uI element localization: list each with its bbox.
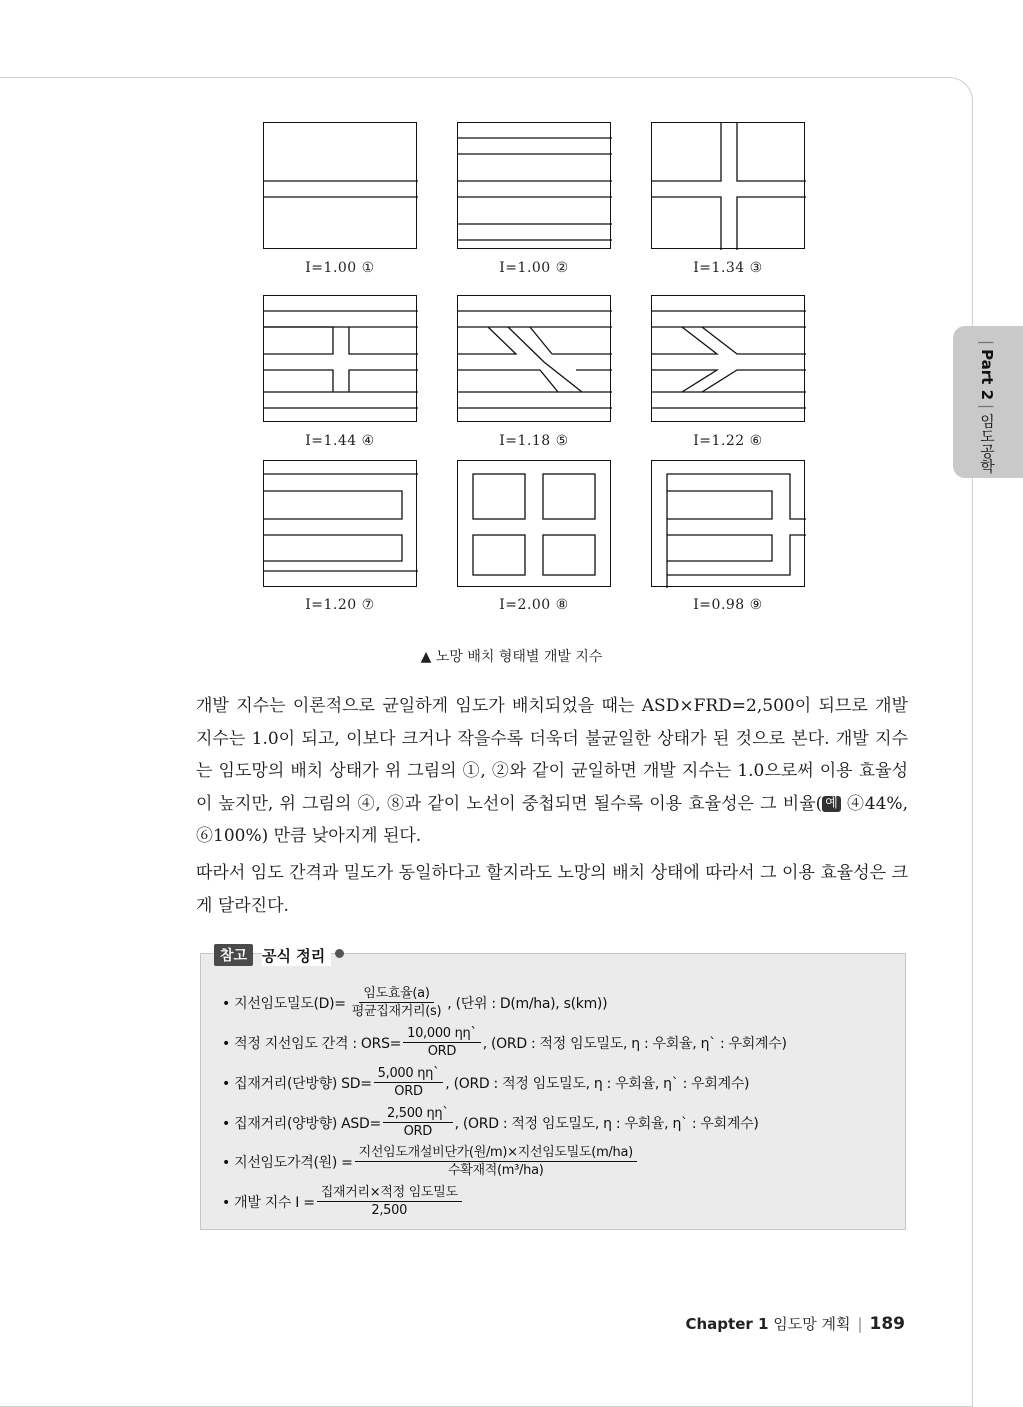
diagram-2	[457, 122, 611, 249]
bullet-dot-icon	[335, 949, 344, 958]
fraction	[348, 986, 446, 1019]
para1-text-b: ④44%, ⑥100%) 만큼 낮아지게 된다.	[196, 793, 908, 846]
denominator: ORD	[403, 1124, 432, 1139]
formula-6	[222, 1185, 464, 1218]
numerator: 지선임도개설비단가(원/m)×지선임도밀도(m/ha)	[355, 1145, 637, 1162]
diagram-3	[651, 122, 805, 249]
diagram-label-2: I=1.00 ②	[499, 260, 569, 276]
numerator: 2,500 ηη`	[383, 1106, 453, 1123]
diagram-label-4: I=1.44 ④	[305, 433, 375, 449]
formula-3	[222, 1066, 749, 1099]
diagram-6	[651, 295, 805, 422]
formula-1	[222, 986, 607, 1019]
example-badge: 예	[822, 796, 841, 812]
numerator: 10,000 ηη`	[403, 1026, 481, 1043]
formula-prefix: • 지선임도밀도(D)=	[222, 995, 346, 1012]
fraction	[374, 1066, 444, 1099]
formula-suffix: , (ORD : 적정 임도밀도, η : 우회율, η` : 우회계수)	[454, 1115, 759, 1132]
formula-suffix: , (ORD : 적정 임도밀도, η : 우회율, η` : 우회계수)	[445, 1075, 750, 1092]
side-part: Part 2	[978, 349, 996, 401]
denominator: ORD	[427, 1044, 457, 1059]
denominator: 평균집재거리(s)	[351, 1004, 442, 1019]
formula-2	[222, 1026, 787, 1059]
diagram-4	[263, 295, 417, 422]
side-subject: 임도공학	[978, 413, 996, 474]
diagram-7	[263, 460, 417, 587]
diagram-label-1: I=1.00 ①	[305, 260, 375, 276]
para1-text-a: 개발 지수는 이론적으로 균일하게 임도가 배치되었을 때는 ASD×FRD=2,500이 되므로 개발 지수는 1.0이 되고, 이보다 크거나 작을수록 더욱더 불균일한 상태가 된 것으로 본다. 개발 지수는 임도망의 배치 상태가 위 그림의 ①, ②와 같이 균일하면 개발 지수는 1.0으로써 이용 효율성이 높지만, 위 그림의 ④, ⑧과 같이 노선이 중첩되면 될수록 이용 효율성은 그 비율(	[196, 696, 908, 814]
formula-suffix: , (단위 : D(m/ha), s(km))	[447, 995, 608, 1012]
denominator: 수확재적(m³/ha)	[447, 1163, 544, 1178]
fraction	[383, 1106, 453, 1139]
diagram-label-3: I=1.34 ③	[693, 260, 763, 276]
diagram-label-8: I=2.00 ⑧	[499, 597, 569, 613]
numerator: 5,000 ηη`	[374, 1066, 444, 1083]
diagram-label-9: I=0.98 ⑨	[693, 597, 763, 613]
footer-divider: |	[857, 1314, 863, 1333]
formula-suffix: , (ORD : 적정 임도밀도, η : 우회율, η` : 우회계수)	[482, 1035, 787, 1052]
formula-4	[222, 1106, 759, 1139]
footer-chapter: Chapter 1	[685, 1314, 769, 1333]
body-paragraph-2: 따라서 임도 간격과 밀도가 동일하다고 할지라도 노망의 배치 상태에 따라서 그 이용 효율성은 크게 달라진다.	[196, 863, 908, 916]
numerator: 집재거리×적정 임도밀도	[317, 1185, 462, 1202]
diagram-label-6: I=1.22 ⑥	[693, 433, 763, 449]
diagram-label-5: I=1.18 ⑤	[499, 433, 569, 449]
fraction	[355, 1145, 637, 1178]
denominator: 2,500	[371, 1203, 408, 1218]
side-tab-text: |Part 2|임도공학	[978, 340, 996, 474]
page-number: 189	[869, 1313, 905, 1334]
fraction	[317, 1185, 462, 1218]
reference-tag: 참고	[214, 944, 253, 966]
formula-prefix: • 개발 지수 I =	[222, 1194, 315, 1211]
road-network-figure	[263, 122, 807, 622]
formula-5	[222, 1145, 639, 1178]
figure-caption: ▲ 노망 배치 형태별 개발 지수	[420, 649, 603, 665]
numerator: 임도효율(a)	[359, 986, 433, 1003]
formula-prefix: • 집재거리(양방향) ASD=	[222, 1115, 381, 1132]
formula-prefix: • 적정 지선임도 간격 : ORS=	[222, 1035, 402, 1052]
reference-title: 공식 정리	[262, 945, 331, 966]
diagram-label-7: I=1.20 ⑦	[305, 597, 375, 613]
formula-prefix: • 집재거리(단방향) SD=	[222, 1075, 372, 1092]
diagram-9	[651, 460, 805, 587]
diagram-8	[457, 460, 611, 587]
footer-chapter-title: 임도망 계획	[773, 1315, 851, 1333]
denominator: ORD	[394, 1084, 423, 1099]
diagram-1	[263, 122, 417, 249]
page-footer	[685, 1313, 905, 1334]
body-paragraph-1	[196, 690, 908, 853]
formula-prefix: • 지선임도가격(원) =	[222, 1154, 353, 1171]
fraction	[403, 1026, 481, 1059]
diagram-5	[457, 295, 611, 422]
